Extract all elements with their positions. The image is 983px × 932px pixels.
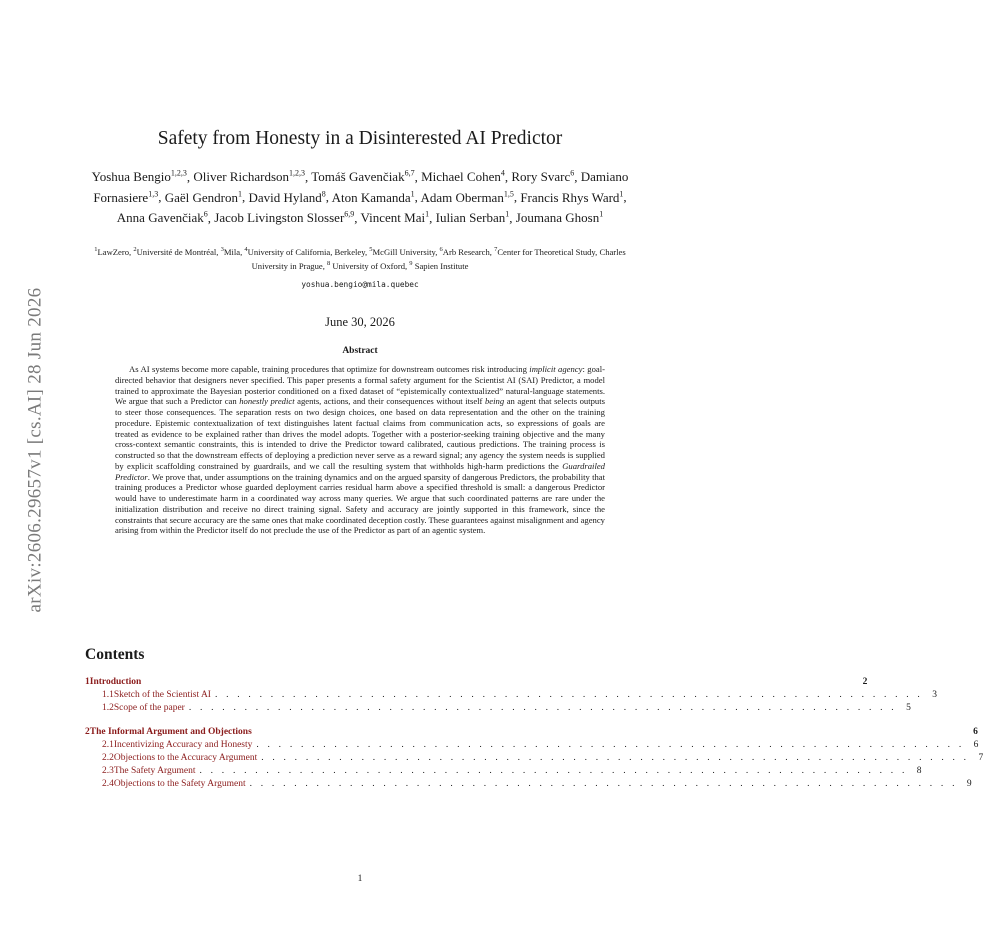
author-affiliation-mark: 1 [505, 209, 510, 219]
author-name: Joumana Ghosn [515, 209, 600, 225]
toc-section-number: 2 [85, 727, 90, 738]
affiliation [94, 247, 133, 257]
abstract-text: : goal-directed behavior that designers never specified. This paper presents a formal safety argument for the Scientist AI (SAI) Predictor, a model trained to approximate the Bayesian posterior conditioned on a fixed dataset of “epistemically contextualized” natural-language statements. We argue that such a Predictor can [115, 364, 605, 407]
affiliation-mark: 8 [327, 259, 331, 267]
author-affiliation-mark: 4 [500, 169, 505, 178]
author-name: Aton Kamanda [331, 189, 411, 205]
author-affiliation-mark: 6,7 [404, 169, 415, 178]
author-name: David Hyland [248, 189, 322, 205]
toc-section-title: The Informal Argument and Objections [89, 727, 252, 738]
affiliation-name: University of Oxford, [330, 260, 410, 271]
arxiv-identifier: arXiv:2606.29657v1 [cs.AI] 28 Jun 2026 [24, 287, 45, 613]
author-name: Yoshua Bengio [91, 169, 171, 185]
author [311, 169, 414, 184]
abstract-text: As AI systems become more capable, training procedures that optimize for downstream outcomes risk introducing [129, 364, 530, 374]
abstract-emphasis: Guardrailed Predictor [115, 460, 605, 482]
author-name: Tomáš Gavenčiak [311, 169, 405, 185]
affiliation-name: Université de Montréal, [136, 246, 221, 257]
affiliation-mark: 1 [94, 246, 98, 253]
abstract-emphasis: honestly predict [239, 396, 295, 407]
toc-leader-dots: . . . . . . . . . . . . . . . . . . . . . . . . . . . . . . . . . . . . . . . . . . . . . . . . . . . . . . . . . . . . . . . . [214, 689, 924, 700]
affiliation [220, 246, 248, 257]
author-affiliation-mark: 1,2,3 [289, 169, 305, 178]
affiliation-name: McGill University, [372, 246, 440, 257]
affiliation [133, 247, 220, 257]
toc-subsection-link[interactable] [85, 778, 972, 792]
toc-subsection-link[interactable] [85, 702, 911, 716]
author-affiliation-mark: 1 [599, 209, 604, 219]
author [420, 190, 513, 205]
affiliation [439, 246, 498, 257]
author-name: Damiano Fornasiere [93, 169, 629, 205]
abstract-text: agents, actions, and their consequences without itself [294, 396, 485, 407]
toc-section-link[interactable] [85, 727, 978, 740]
toc-leader-dots: . . . . . . . . . . . . . . . . . . . . . . . . . . . . . . . . . . . . . . . . . . . . . . . . . . . . . . . . . . . . . . . . [256, 740, 965, 751]
author-affiliation-mark: 1 [425, 209, 430, 219]
abstract-heading: Abstract [342, 346, 378, 356]
affiliation-mark: 6 [439, 246, 443, 253]
affiliation [244, 247, 369, 257]
author-name: Iulian Serban [435, 209, 506, 225]
affiliation-name: Mila, [223, 246, 245, 257]
author [421, 169, 505, 184]
toc-subsection-number: 2.2 [102, 752, 114, 763]
abstract-text: an agent that selects outputs to steer those consequences. The separation rests on two design choices, one based on data representation and the other on the training procedure. Epistemic contextualization of text distinguishes latent factual claims from communication acts, so expressions of goals are treated as evidence to be explained rather than drives the model adopts. Together with a posterior-seeking training objective and the many cross-context semantic constraints, this is intended to drive the Predictor toward calibrated, cautious predictions. The training process is constructed so that the downstream effects of deploying a prediction never serve as a reward signal; any agency the system needs is supplied by explicit scaffolding constrained by guardrails, and we call the resulting system that withholds high-harm predictions the [115, 396, 605, 471]
author [332, 190, 415, 205]
author-name: Anna Gavenčiak [116, 209, 204, 225]
toc-subsection-title: Incentivizing Accuracy and Honesty [113, 740, 253, 751]
affiliation [369, 247, 439, 257]
author [511, 169, 574, 184]
toc-subsection-number: 2.1 [102, 740, 114, 751]
toc-subsection-number: 1.1 [102, 689, 114, 700]
affiliation [409, 261, 468, 271]
toc-page-number: 2 [862, 677, 868, 687]
abstract-text: . We prove that, under assumptions on the training dynamics and on the argued sparsity of dangerous Predictors, the probability that training produces a Predictor whose guarded deployment carries residual harm above a specified threshold is small: a dangerous Predictor would have to underestimate harm in a coordinated way across many queries. We argue that such coordinated patterns are rare under the initialization distribution and receive no direct training signal. Safety and accuracy are jointly supported in this framework, since the constraints that secure accuracy are the same ones that make coordinated deception costly. These guarantees against misalignment and agency arising from within the Predictor itself do not preclude the use of the Predictor as part of an agentic system. [115, 471, 605, 536]
abstract-emphasis: implicit agency [529, 364, 583, 374]
toc-subsection-number: 2.4 [102, 778, 114, 789]
author-affiliation-mark: 8 [321, 189, 326, 199]
author-affiliation-mark: 6,9 [344, 209, 355, 219]
author-affiliation-mark: 1,3 [148, 189, 159, 199]
toc-leader-dots: . . . . . . . . . . . . . . . . . . . . . . . . . . . . . . . . . . . . . . . . . . . . . . . . . . . . . . . . . . . . . . . . [188, 702, 897, 713]
affiliation-mark: 2 [133, 246, 137, 253]
author-list: Yoshua Bengio$^{1,2,3}$, Oliver Richardson$^{1,2,3}$, Tomáš Gavenčiak$^{6,7}$, Michael Cohen$^4$, Rory Svarc$^6$, Damiano Fornasiere$^{1,3}$, Gaël Gendron$^1$, David Hyland$^8$, Aton Kamanda$^1$, Adam Oberman$^{1,5}$, Francis Rhys Ward$^1$, Anna Gavenčiak$^6$, Jacob Livingston Slosser$^{6,9}$, Vincent Mai$^1$, Iulian Serban$^1$, Joumana Ghosn$^1$ [91, 169, 629, 225]
toc-subsection-title: Scope of the paper [113, 702, 185, 713]
affiliation-mark: 4 [244, 246, 248, 253]
author-name: Francis Rhys Ward [520, 189, 620, 205]
author [165, 190, 242, 205]
toc-subsection-title: Sketch of the Scientist AI [113, 689, 211, 700]
affiliation-name: Arb Research, [442, 246, 495, 257]
author-affiliation-mark: 6 [570, 169, 575, 178]
toc-subsection-link[interactable] [85, 740, 979, 753]
contact-email[interactable]: yoshua.bengio@mila.quebec [301, 280, 419, 289]
author [214, 210, 354, 225]
toc-subsection-title: Objections to the Accuracy Argument [113, 752, 258, 763]
affiliation-mark: 3 [220, 246, 224, 253]
toc-subsection-title: The Safety Argument [113, 765, 196, 776]
author-name: Michael Cohen [421, 169, 501, 185]
author-name: Vincent Mai [360, 209, 426, 225]
author-affiliation-mark: 1 [410, 189, 415, 199]
author [516, 210, 603, 225]
affiliation-name: LawZero, [97, 246, 134, 257]
toc-section-link[interactable] [85, 677, 868, 690]
author-name: Rory Svarc [511, 169, 571, 185]
toc-page-number: 9 [966, 778, 972, 789]
author-affiliation-mark: 1,5 [503, 189, 514, 199]
toc-leader-dots: . . . . . . . . . . . . . . . . . . . . . . . . . . . . . . . . . . . . . . . . . . . . . . . . . . . . . . . . . . . . . . . . [249, 778, 958, 789]
author-name: Gaël Gendron [164, 189, 238, 205]
affiliation [327, 261, 409, 271]
toc-gap [85, 715, 636, 727]
author [92, 169, 187, 184]
contents-heading: Contents [85, 646, 145, 663]
author-affiliation-mark: 6 [203, 209, 208, 219]
affiliation-mark: 9 [409, 259, 413, 267]
toc-subsection-link[interactable] [85, 689, 938, 703]
toc-leader-dots: . . . . . . . . . . . . . . . . . . . . . . . . . . . . . . . . . . . . . . . . . . . . . . . . . . . . . . . . . . . . . . . . [261, 752, 970, 763]
toc-subsection-title: Objections to the Safety Argument [113, 778, 246, 789]
toc-subsection-number: 1.2 [102, 702, 114, 713]
toc-page-number: 6 [973, 740, 979, 751]
affiliation-mark: 5 [369, 246, 373, 253]
author [248, 190, 325, 205]
author [117, 210, 208, 225]
author [361, 210, 430, 225]
toc-page-number: 6 [973, 727, 978, 738]
toc-subsection-number: 2.3 [102, 765, 114, 776]
author-affiliation-mark: 1,2,3 [170, 169, 187, 178]
toc-page-number: 3 [932, 689, 938, 700]
author [436, 210, 510, 225]
author-affiliation-mark: 1 [619, 189, 624, 199]
toc-page-number: 5 [906, 702, 911, 713]
toc-section-title: Introduction [89, 677, 142, 687]
page-number: 1 [357, 874, 363, 884]
abstract-body [115, 364, 605, 536]
toc-page-number: 7 [978, 752, 983, 763]
toc-page-number: 8 [916, 765, 922, 776]
affiliation-name: Sapien Institute [412, 260, 469, 271]
abstract-emphasis: being [484, 396, 505, 407]
toc-subsection-link[interactable] [85, 752, 983, 766]
toc-section-number: 1 [85, 677, 90, 687]
affiliation-mark: 7 [494, 246, 498, 253]
table-of-contents [85, 677, 983, 791]
toc-subsection-link[interactable] [85, 765, 922, 779]
affiliation-list [90, 244, 630, 272]
paper-date: June 30, 2026 [325, 315, 395, 329]
affiliation-name: Center for Theoretical Study, Charles University in Prague, [251, 246, 626, 271]
author-name: Oliver Richardson [193, 169, 289, 185]
paper-title: Safety from Honesty in a Disinterested AI Predictor [157, 128, 563, 149]
author-name: Adam Oberman [420, 189, 504, 205]
author-affiliation-mark: 1 [237, 189, 242, 199]
author [193, 169, 305, 184]
author-name: Jacob Livingston Slosser [214, 209, 345, 225]
author [520, 190, 623, 205]
affiliation-name: University of California, Berkeley, [247, 246, 370, 257]
toc-leader-dots: . . . . . . . . . . . . . . . . . . . . . . . . . . . . . . . . . . . . . . . . . . . . . . . . . . . . . . . . . . . . . . . . [199, 765, 908, 776]
